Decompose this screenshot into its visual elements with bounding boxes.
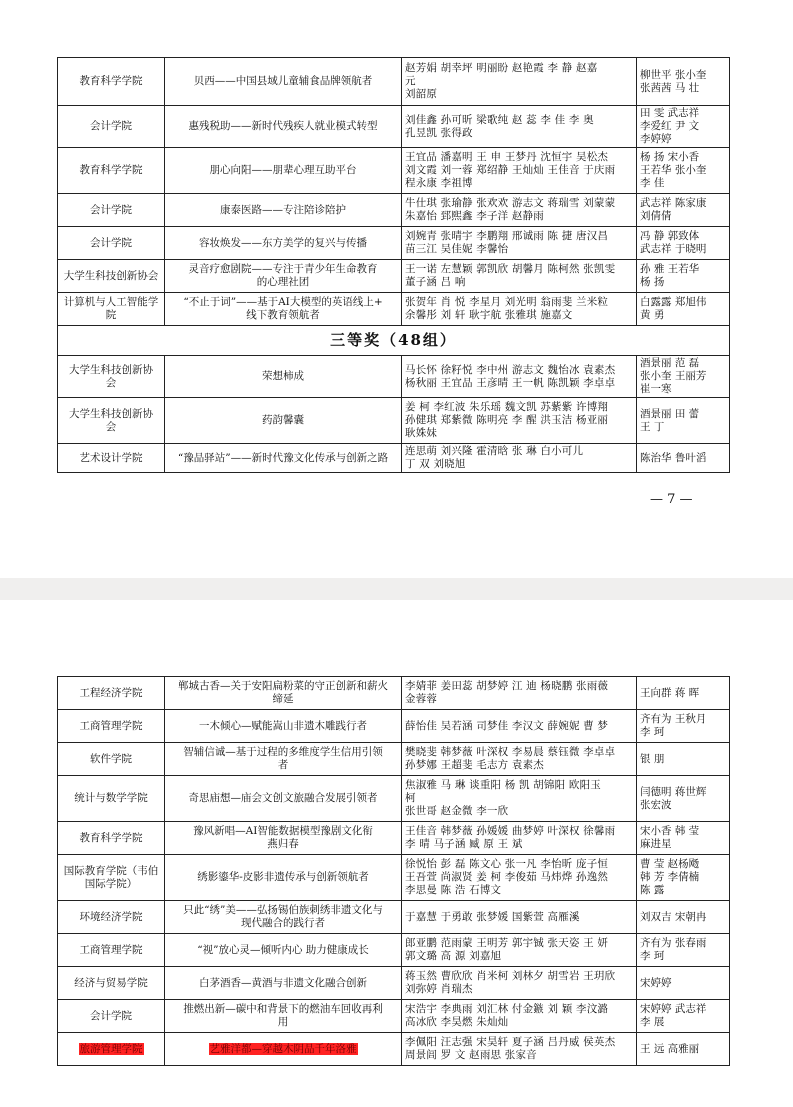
document-page-8 xyxy=(0,600,793,1107)
members-cell-line: 金蓉蓉 xyxy=(405,693,438,705)
advisors-cell-line: 李婷婷 xyxy=(640,133,672,145)
project-cell xyxy=(165,148,402,194)
project-cell-line: 的心理社团 xyxy=(256,276,310,288)
project-cell-line: 豫风新唱—AI智能数据模型豫剧文化衔 xyxy=(193,825,373,837)
advisors-cell xyxy=(637,822,730,855)
table-row xyxy=(58,194,730,227)
project-cell xyxy=(165,260,402,293)
advisors-cell-line: 李 展 xyxy=(640,1016,665,1028)
project-cell xyxy=(165,1000,402,1033)
advisors-cell-line: 曹 莹 赵杨飏 xyxy=(640,858,700,870)
advisors-cell-line: 齐有为 王秋月 xyxy=(640,713,707,725)
project-cell-line: 朋心向阳——朋辈心理互助平台 xyxy=(209,164,357,176)
members-cell xyxy=(402,293,637,326)
members-cell-line: 王佳音 韩梦薇 孙媛媛 曲梦婷 叶深权 徐馨雨 xyxy=(405,825,616,837)
college-cell xyxy=(58,776,165,822)
advisors-cell-line: 宋婷婷 武志祥 xyxy=(640,1003,707,1015)
college-cell-line: 国际教育学院（韦伯 xyxy=(63,864,159,877)
college-cell-line: 软件学院 xyxy=(90,752,132,765)
college-cell-line: 大学生科技创新协 xyxy=(69,363,153,376)
awards-table-page-7 xyxy=(57,57,730,473)
college-cell xyxy=(58,227,165,260)
project-cell-line: “视”放心灵—倾听内心 助力健康成长 xyxy=(197,943,369,956)
project-cell-line: 药韵馨囊 xyxy=(262,414,304,426)
advisors-cell xyxy=(637,58,730,106)
college-cell-line: 国际学院） xyxy=(84,877,138,890)
highlighted-text: 旅游管理学院 xyxy=(79,1042,143,1055)
project-cell xyxy=(165,58,402,106)
members-cell xyxy=(402,1033,637,1066)
advisors-cell-line: 刘倩倩 xyxy=(640,210,672,222)
members-cell-line: 李婧菲 姜田蕊 胡梦婷 江 迪 杨晓鹏 张雨薇 xyxy=(405,680,609,692)
section-header-row xyxy=(58,326,730,356)
advisors-cell-line: 柳世平 张小奎 xyxy=(640,68,707,81)
project-cell xyxy=(165,710,402,743)
advisors-cell xyxy=(637,1000,730,1033)
advisors-cell-line: 李 佳 xyxy=(640,177,665,189)
college-cell xyxy=(58,444,165,473)
advisors-cell xyxy=(637,677,730,710)
project-cell xyxy=(165,967,402,1000)
members-cell xyxy=(402,106,637,148)
table-row xyxy=(58,444,730,473)
advisors-cell xyxy=(637,444,730,473)
members-cell xyxy=(402,934,637,967)
members-cell-line: 赵芳娟 胡幸坪 明丽盼 赵艳霞 李 静 赵嘉 xyxy=(405,62,598,74)
members-cell-line: 杨秋丽 王宜品 王彦晴 王一帆 陈凯颖 李卓卓 xyxy=(405,376,616,389)
advisors-cell xyxy=(637,227,730,260)
advisors-cell-line: 酒景丽 田 蕾 xyxy=(640,407,700,420)
table-row xyxy=(58,1000,730,1033)
table-row xyxy=(58,398,730,444)
college-cell-line: 教育科学学院 xyxy=(79,75,143,87)
college-cell xyxy=(58,710,165,743)
members-cell-line: 孙健琪 郑紫微 陈明亮 李 醒 洪玉洁 杨亚丽 xyxy=(405,414,609,426)
project-cell xyxy=(165,901,402,934)
project-cell-line: 郸城古香—关于安阳扁粉菜的守正创新和薪火 xyxy=(178,680,388,692)
members-cell-line: 薛怡佳 吴若涵 司梦佳 李汉文 薛婉妮 曹 梦 xyxy=(405,719,609,732)
members-cell-line: 刘文霞 刘一蓉 郑绍静 王灿灿 王佳音 于庆雨 xyxy=(405,164,616,176)
advisors-cell-line: 酒景丽 范 磊 xyxy=(640,357,700,369)
members-cell-line: 蒋玉然 曹欣欣 肖米柯 刘林夕 胡雪岩 王玥欣 xyxy=(405,970,616,982)
project-cell-line: “豫品驿站”——新时代豫文化传承与创新之路 xyxy=(177,451,389,464)
advisors-cell-line: 张小奎 王丽芳 xyxy=(640,370,707,382)
college-cell xyxy=(58,934,165,967)
table-row xyxy=(58,901,730,934)
project-cell-line: 奇思庙想—庙会文创文旅融合发展引领者 xyxy=(188,792,378,804)
members-cell xyxy=(402,148,637,194)
project-cell xyxy=(165,776,402,822)
advisors-cell-line: 王 丁 xyxy=(640,420,665,433)
advisors-cell-line: 宋小香 韩 莹 xyxy=(640,825,700,837)
advisors-cell xyxy=(637,743,730,776)
table-row xyxy=(58,293,730,326)
project-cell xyxy=(165,356,402,398)
project-cell-line: 现代融合的践行者 xyxy=(241,917,325,929)
advisors-cell xyxy=(637,106,730,148)
table-row xyxy=(58,710,730,743)
advisors-cell-line: 陈治华 鲁叶滔 xyxy=(640,451,707,464)
advisors-cell xyxy=(637,148,730,194)
college-cell xyxy=(58,356,165,398)
page-number: — 7 — xyxy=(650,492,693,507)
members-cell xyxy=(402,776,637,822)
project-cell-line: 推燃出新—碳中和背景下的燃油车回收再利 xyxy=(183,1003,383,1015)
members-cell-line: 刘佳鑫 孙可昕 梁歌纯 赵 蕊 李 佳 李 奥 xyxy=(405,113,594,126)
highlighted-text: 艺雅洋都—穿越木阴品千年洛雅 xyxy=(209,1042,357,1055)
advisors-cell-line: 闫德明 蒋世辉 xyxy=(640,785,707,798)
advisors-cell-line: 张茜茜 马 壮 xyxy=(640,81,700,94)
advisors-cell xyxy=(637,934,730,967)
project-cell-line: 荣想柿成 xyxy=(262,370,304,382)
members-cell-line: 李佩阳 汪志强 宋昊轩 夏子涵 吕丹威 侯英杰 xyxy=(405,1036,616,1048)
advisors-cell xyxy=(637,710,730,743)
advisors-cell-line: 黄 勇 xyxy=(640,309,665,321)
advisors-cell-line: 李 珂 xyxy=(640,726,665,738)
advisors-cell-line: 杨 扬 宋小香 xyxy=(640,151,700,163)
members-cell-line: 柯 xyxy=(405,792,416,804)
members-cell-line: 程永康 李祖博 xyxy=(405,177,473,189)
table-row xyxy=(58,855,730,901)
section-title: 三等奖（48组） xyxy=(58,326,730,356)
members-cell-line: 张贺年 肖 悦 李星月 刘光明 翁雨斐 兰米粒 xyxy=(405,296,609,308)
members-cell-line: 耿姝妹 xyxy=(405,427,438,439)
advisors-cell-line: 冯 静 郭致体 xyxy=(640,230,700,242)
members-cell-line: 余馨彤 刘 轩 耿宇航 张雅琪 施嘉文 xyxy=(405,309,573,321)
members-cell-line: 刘弥婷 肖瑞杰 xyxy=(405,983,473,995)
members-cell-line: 徐悦怡 彭 磊 陈文心 张一凡 李怡昕 庞子恒 xyxy=(405,858,609,870)
members-cell xyxy=(402,743,637,776)
project-cell xyxy=(165,743,402,776)
college-cell-line: 工程经济学院 xyxy=(79,686,143,699)
members-cell-line: 李思曼 陈 浩 石博文 xyxy=(405,884,502,896)
college-cell-line: 工商管理学院 xyxy=(79,943,143,956)
members-cell xyxy=(402,58,637,106)
members-cell-line: 丁 双 刘晓旭 xyxy=(405,458,466,470)
project-cell xyxy=(165,822,402,855)
advisors-cell-line: 武志祥 陈家康 xyxy=(640,197,707,209)
members-cell-line: 樊晓斐 韩梦薇 叶深权 李易晨 蔡钰微 李卓卓 xyxy=(405,746,616,758)
table-row xyxy=(58,227,730,260)
project-cell-line: 容妆焕发——东方美学的复兴与传播 xyxy=(199,236,367,249)
table-row xyxy=(58,967,730,1000)
advisors-cell-line: 韩 芳 李倩楠 xyxy=(640,871,700,883)
members-cell-line: 朱嘉怡 郅熙鑫 李子洋 赵静雨 xyxy=(405,210,545,222)
advisors-cell-line: 齐有为 张春雨 xyxy=(640,937,707,949)
advisors-cell-line: 白露露 郑旭伟 xyxy=(640,296,707,308)
members-cell-line: 孙梦娜 王超斐 毛志方 袁素杰 xyxy=(405,759,545,771)
college-cell-line: 会计学院 xyxy=(90,1009,132,1022)
members-cell-line: 王吾萱 尚淑贤 姜 柯 李俊茹 马炜烨 孙逸然 xyxy=(405,871,609,883)
college-cell xyxy=(58,106,165,148)
members-cell xyxy=(402,260,637,293)
members-cell xyxy=(402,822,637,855)
members-cell-line: 焦淑雅 马 琳 谈重阳 杨 凯 胡锦阳 欧阳玉 xyxy=(405,779,601,791)
members-cell-line: 元 xyxy=(405,75,416,87)
advisors-cell-line: 田 雯 武志祥 xyxy=(640,107,700,119)
advisors-cell-line: 宋婷婷 xyxy=(640,976,672,989)
members-cell-line: 周景闾 罗 文 赵雨思 张家音 xyxy=(405,1049,537,1061)
advisors-cell-line: 武志祥 于晓明 xyxy=(640,243,707,255)
table-row xyxy=(58,148,730,194)
project-cell-line: 惠残税助——新时代残疾人就业模式转型 xyxy=(188,120,378,132)
members-cell xyxy=(402,227,637,260)
members-cell xyxy=(402,710,637,743)
members-cell-line: 苗三江 吴佳妮 李馨怡 xyxy=(405,243,509,255)
members-cell-line: 王宜品 潘嘉明 王 申 王梦丹 沈恒宇 吴松杰 xyxy=(405,151,609,163)
project-cell-line: 只此“绣”美——弘扬锡伯族刺绣非遗文化与 xyxy=(183,904,383,916)
project-cell xyxy=(165,934,402,967)
members-cell xyxy=(402,356,637,398)
college-cell xyxy=(58,194,165,227)
advisors-cell-line: 崔一寒 xyxy=(640,383,672,395)
advisors-cell-line: 孙 雅 王若华 xyxy=(640,263,700,275)
college-cell xyxy=(58,855,165,901)
table-row xyxy=(58,356,730,398)
advisors-cell-line: 张宏波 xyxy=(640,798,672,811)
members-cell-line: 张世哥 赵金微 李一欣 xyxy=(405,805,509,817)
college-cell xyxy=(58,293,165,326)
members-cell-line: 连思萌 刘兴隆 霍清晗 张 琳 白小可儿 xyxy=(405,445,584,457)
college-cell-line: 会计学院 xyxy=(90,120,132,132)
project-cell-line: 缔延 xyxy=(272,693,294,705)
advisors-cell-line: 刘双吉 宋朝冉 xyxy=(640,910,707,923)
advisors-cell xyxy=(637,776,730,822)
college-cell-line: 工商管理学院 xyxy=(79,719,143,732)
table-row xyxy=(58,260,730,293)
advisors-cell-line: 李爱红 尹 文 xyxy=(640,120,700,132)
members-cell xyxy=(402,677,637,710)
college-cell-line: 会 xyxy=(105,420,117,433)
project-cell-line: 白茅酒香—黄酒与非遗文化融合创新 xyxy=(199,976,367,989)
college-cell-line: 会计学院 xyxy=(90,203,132,216)
college-cell xyxy=(58,967,165,1000)
project-cell-line: 者 xyxy=(277,759,289,771)
project-cell-line: 贝西——中国县域儿童辅食品牌领航者 xyxy=(193,75,373,87)
members-cell-line: 郎亚鹏 范雨蒙 王明芳 郭宇铖 张天姿 王 妍 xyxy=(405,937,609,949)
college-cell-line: 教育科学学院 xyxy=(79,164,143,176)
advisors-cell xyxy=(637,398,730,444)
college-cell-line: 会 xyxy=(105,376,117,389)
advisors-cell-line: 银 朋 xyxy=(640,752,665,765)
advisors-cell xyxy=(637,901,730,934)
members-cell-line: 于嘉慧 于勇敢 张梦媛 国紫萱 高雁溪 xyxy=(405,910,580,923)
project-cell xyxy=(165,293,402,326)
members-cell-line: 马长怀 徐籽悦 李中州 游志文 魏怡冰 袁素杰 xyxy=(405,363,616,376)
project-cell xyxy=(165,398,402,444)
project-cell xyxy=(165,227,402,260)
members-cell xyxy=(402,901,637,934)
project-cell xyxy=(165,194,402,227)
members-cell-line: 郭文璐 高 源 刘嘉旭 xyxy=(405,950,502,962)
college-cell-line: 大学生科技创新协会 xyxy=(63,269,159,282)
college-cell-line: 会计学院 xyxy=(90,236,132,249)
advisors-cell-line: 李 珂 xyxy=(640,950,665,962)
table-row xyxy=(58,934,730,967)
project-cell xyxy=(165,1033,402,1066)
college-cell xyxy=(58,148,165,194)
project-cell-line: 灵音疗愈剧院——专注于青少年生命教育 xyxy=(188,263,378,275)
members-cell-line: 宋浩宇 李典雨 刘汇林 付金鏃 刘 颖 李汶潞 xyxy=(405,1003,609,1015)
project-cell xyxy=(165,106,402,148)
college-cell xyxy=(58,901,165,934)
table-row xyxy=(58,776,730,822)
members-cell xyxy=(402,194,637,227)
college-cell-line: 经济与贸易学院 xyxy=(74,976,148,989)
college-cell-line: 院 xyxy=(105,309,117,321)
members-cell xyxy=(402,398,637,444)
table-row xyxy=(58,677,730,710)
members-cell-line: 姜 柯 李红波 朱乐瑶 魏文凯 苏紫紫 许博翔 xyxy=(405,401,609,413)
members-cell-line: 高冰欣 李昊燃 朱灿灿 xyxy=(405,1016,509,1028)
project-cell-line: 绣影鎏华-皮影非遗传承与创新领航者 xyxy=(197,871,369,883)
college-cell-line: 大学生科技创新协 xyxy=(69,407,153,420)
college-cell-line: 统计与数学学院 xyxy=(74,792,148,804)
table-row xyxy=(58,822,730,855)
members-cell-line: 王一诺 左慧颖 郭凯欣 胡馨月 陈柯然 张凯雯 xyxy=(405,263,616,275)
members-cell xyxy=(402,967,637,1000)
members-cell-line: 刘婉青 张晴宇 李鹏翔 邢诚雨 陈 捷 唐汉昌 xyxy=(405,230,609,242)
table-row xyxy=(58,1033,730,1066)
advisors-cell-line: 王向群 蒋 晖 xyxy=(640,686,700,699)
college-cell-line: 艺术设计学院 xyxy=(79,451,143,464)
advisors-cell-line: 麻进星 xyxy=(640,838,672,850)
college-cell-line: 计算机与人工智能学 xyxy=(63,296,159,308)
college-cell xyxy=(58,260,165,293)
advisors-cell xyxy=(637,967,730,1000)
advisors-cell xyxy=(637,855,730,901)
advisors-cell xyxy=(637,194,730,227)
project-cell xyxy=(165,677,402,710)
college-cell xyxy=(58,1033,165,1066)
college-cell xyxy=(58,398,165,444)
table-row xyxy=(58,743,730,776)
advisors-cell xyxy=(637,356,730,398)
college-cell xyxy=(58,58,165,106)
advisors-cell-line: 陈 露 xyxy=(640,884,665,896)
college-cell xyxy=(58,1000,165,1033)
advisors-cell-line: 王 远 高雅丽 xyxy=(640,1042,700,1055)
project-cell-line: “不止于词”——基于AI大模型的英语线上+ xyxy=(183,296,383,308)
college-cell-line: 教育科学学院 xyxy=(79,831,143,844)
project-cell-line: 一木倾心—赋能嵩山非遗木雕践行者 xyxy=(199,719,367,732)
members-cell-line: 李 晴 马子涵 臧 原 王 斌 xyxy=(405,838,523,850)
college-cell xyxy=(58,822,165,855)
advisors-cell xyxy=(637,260,730,293)
table-row xyxy=(58,58,730,106)
members-cell-line: 刘韶原 xyxy=(405,88,438,100)
members-cell xyxy=(402,855,637,901)
project-cell-line: 燕归春 xyxy=(267,838,299,850)
awards-table-page-8 xyxy=(57,676,730,1066)
project-cell-line: 用 xyxy=(277,1016,289,1028)
project-cell-line: 康泰医路——专注陪诊陪护 xyxy=(220,203,346,216)
college-cell-line xyxy=(61,1043,161,1056)
members-cell-line: 孔昱凯 张得政 xyxy=(405,126,473,139)
college-cell-line: 环境经济学院 xyxy=(79,910,143,923)
advisors-cell xyxy=(637,1033,730,1066)
advisors-cell xyxy=(637,293,730,326)
members-cell xyxy=(402,1000,637,1033)
advisors-cell-line: 王若华 张小奎 xyxy=(640,164,707,176)
members-cell xyxy=(402,444,637,473)
project-cell-line: 智辅信诚—基于过程的多维度学生信用引领 xyxy=(183,746,383,758)
project-cell-line xyxy=(168,1043,398,1056)
project-cell xyxy=(165,855,402,901)
advisors-cell-line: 杨 扬 xyxy=(640,276,665,288)
members-cell-line: 牛仕琪 张瑜静 张欢欢 游志文 蒋瑞雪 刘蒙蒙 xyxy=(405,197,616,209)
table-row xyxy=(58,106,730,148)
project-cell-line: 线下教育领航者 xyxy=(246,309,320,321)
members-cell-line: 董子涵 吕 响 xyxy=(405,276,466,288)
project-cell xyxy=(165,444,402,473)
college-cell xyxy=(58,743,165,776)
college-cell xyxy=(58,677,165,710)
